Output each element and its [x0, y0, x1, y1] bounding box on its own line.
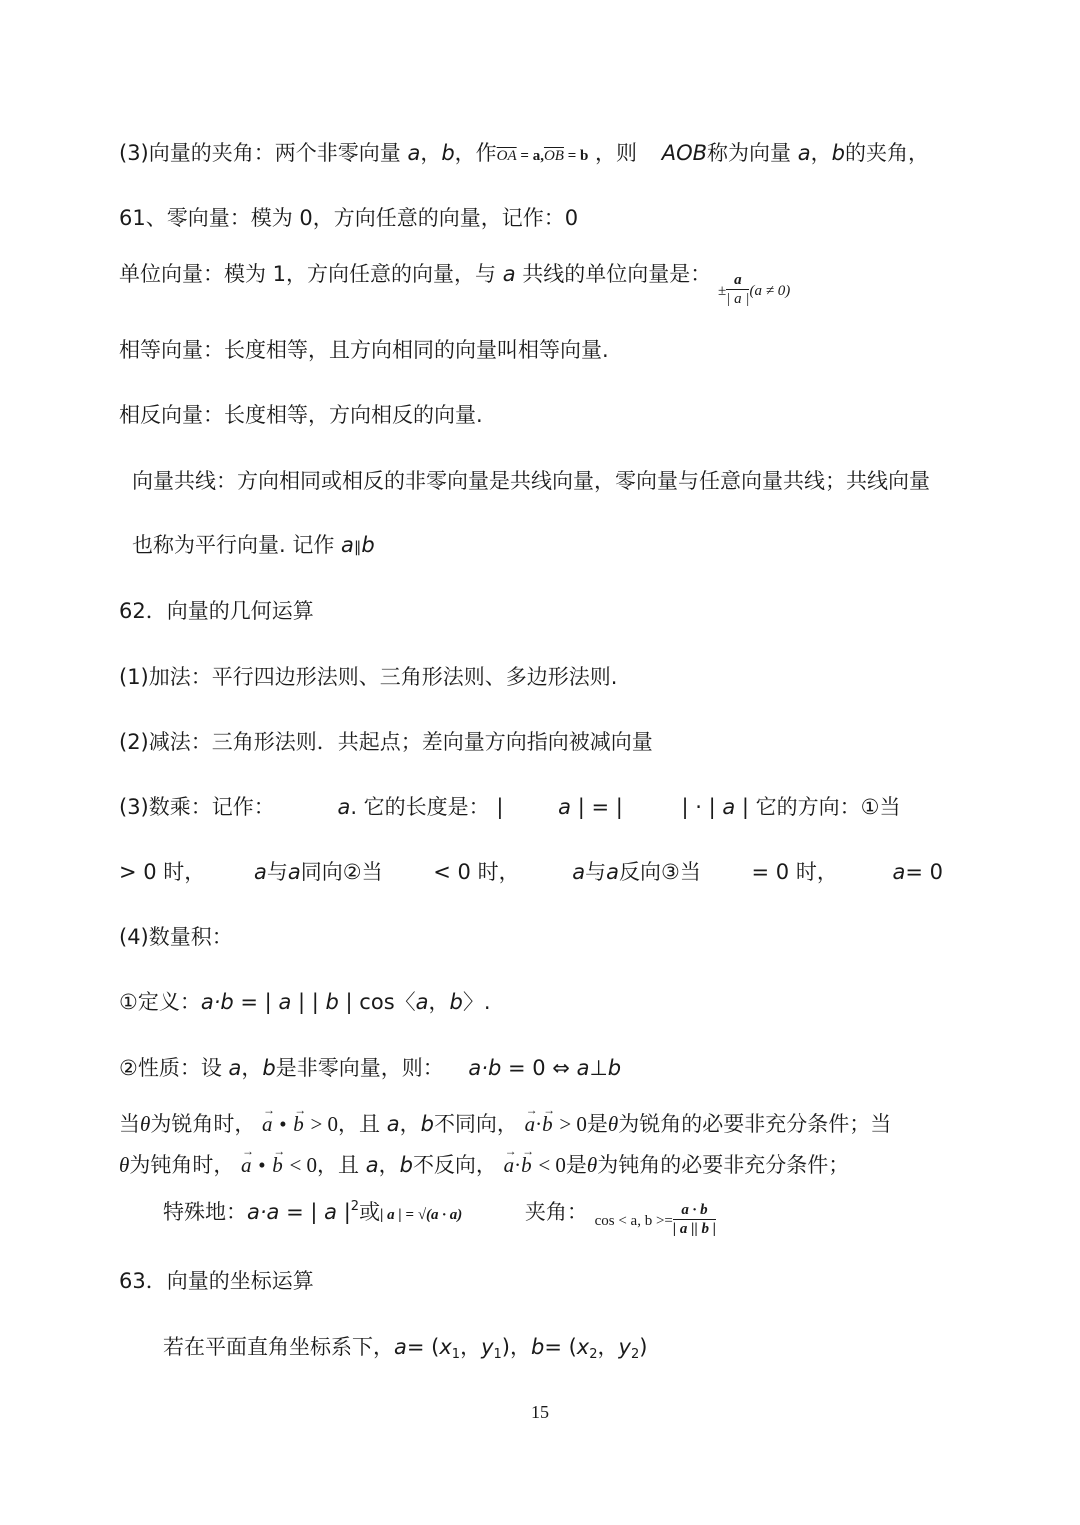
text: 特殊地： — [163, 1200, 247, 1224]
math: > 0 — [559, 1112, 587, 1136]
text: ， — [241, 1056, 263, 1080]
text: = ( — [544, 1335, 577, 1359]
var-a: a — [228, 1056, 242, 1080]
text: ②性质：设 — [119, 1056, 222, 1080]
text: = 0 时， — [751, 860, 838, 884]
text: | 它的方向：①当 — [741, 795, 901, 819]
text: . 它的长度是： — [350, 795, 490, 819]
theta: θ — [140, 1112, 151, 1136]
parallel-symbol: ∥ — [353, 538, 362, 556]
vector-oa: $\overline{OA}$ — [496, 148, 517, 164]
line-subtraction: (2)减法：三角形法则．共起点；差向量方向指向被减向量 — [119, 730, 653, 754]
var-a: a — [386, 1112, 400, 1136]
text: 不反向， — [412, 1153, 497, 1177]
var-a: a — [254, 860, 267, 884]
line-obtuse-angle — [119, 1150, 849, 1180]
text: 或 — [359, 1200, 381, 1224]
dot-operator: · — [535, 1112, 543, 1136]
modulus-formula: | a | = √(a · a) — [380, 1207, 463, 1223]
text: < 0 时， — [433, 860, 520, 884]
text: 不同向， — [433, 1112, 518, 1136]
math: < 0 — [538, 1153, 566, 1177]
var-a: a — [558, 795, 571, 819]
var-a: a — [287, 860, 301, 884]
numerator: a — [734, 272, 742, 288]
line-scalar-mult — [119, 792, 901, 822]
text: 单位向量：模为 1，方向任意的向量，与 — [119, 262, 497, 286]
vector-a: → a — [504, 1150, 515, 1180]
line-acute-angle — [119, 1109, 891, 1139]
page-number: 15 — [531, 1402, 549, 1422]
angle-aob: AOB — [661, 141, 708, 165]
line-coordinates — [163, 1332, 647, 1370]
line-property — [119, 1053, 621, 1083]
text: > 0，且 — [310, 1112, 381, 1136]
subscript: 1 — [451, 1347, 461, 1362]
text: ， — [378, 1153, 400, 1177]
var-a: a — [892, 860, 906, 884]
vector-b: → b — [542, 1109, 553, 1139]
var-a: a — [415, 990, 429, 1014]
section-heading-62: 62．向量的几何运算 — [119, 599, 314, 623]
var-a: a — [797, 141, 811, 165]
var-y: y — [481, 1335, 494, 1359]
text: ， — [460, 1335, 482, 1359]
line-parallel — [132, 530, 375, 562]
text: | · | — [681, 795, 716, 819]
var-a: a — [337, 795, 351, 819]
text: ， — [428, 990, 450, 1014]
text: > 0 时， — [119, 860, 206, 884]
math: = b — [563, 148, 589, 164]
text: | cos〈 — [345, 990, 416, 1014]
var-y: y — [618, 1335, 631, 1359]
var-b: b — [607, 1056, 622, 1080]
vector-ob: $\overline{OB}$ — [543, 148, 564, 164]
math: = a, — [516, 148, 544, 164]
text: | | — [298, 990, 319, 1014]
var-a: a — [572, 860, 586, 884]
var-b: b — [420, 1112, 434, 1136]
subscript: 2 — [630, 1347, 640, 1362]
plus-minus: ± — [717, 283, 727, 299]
line-vector-angle — [119, 138, 929, 171]
var-a: a — [365, 1153, 379, 1177]
dot-ab: a·b — [200, 990, 234, 1014]
var-b: b — [530, 1335, 545, 1359]
text: | — [496, 795, 504, 819]
text: ) — [639, 1335, 648, 1359]
var-b: b — [831, 141, 845, 165]
text: 是 — [586, 1112, 608, 1136]
line-direction-cases — [119, 857, 943, 887]
text: 也称为平行向量. 记作 — [132, 533, 335, 557]
text: ，作 — [454, 141, 497, 165]
text: 为钝角时， — [129, 1153, 235, 1177]
theta: θ — [119, 1153, 130, 1177]
denominator: | a || b | — [672, 1221, 717, 1237]
var-a: a — [394, 1335, 407, 1359]
line-zero-vector: 61、零向量：模为 0，方向任意的向量，记作：0 — [119, 206, 579, 230]
cos-formula: cos < a, b >= — [594, 1213, 673, 1229]
section-heading-63: 63．向量的坐标运算 — [119, 1269, 314, 1293]
vector-a: → a — [525, 1109, 536, 1139]
vector-b: → b — [521, 1150, 532, 1180]
var-x: x — [439, 1335, 452, 1359]
vector-b: → b — [293, 1109, 304, 1139]
var-b: b — [361, 533, 375, 557]
dot-ab: a·b — [468, 1056, 502, 1080]
subscript: 1 — [493, 1347, 502, 1362]
line-dot-product: (4)数量积： — [119, 925, 233, 949]
vector-a: → a — [241, 1150, 252, 1180]
text: (3)向量的夹角：两个非零向量 — [119, 141, 401, 165]
var-a: a — [576, 1056, 590, 1080]
text: )， — [501, 1335, 531, 1359]
text: 共线的单位向量是： — [522, 262, 712, 286]
text: | = | — [577, 795, 623, 819]
dot-operator: • — [279, 1112, 287, 1136]
line-equal-vector: 相等向量：长度相等，且方向相同的向量叫相等向量. — [119, 338, 609, 362]
vector-b: → b — [272, 1150, 283, 1180]
line-unit-vector — [119, 259, 790, 308]
text: 同向②当 — [300, 860, 383, 884]
perp-symbol: ⊥ — [589, 1056, 608, 1080]
text: ，则 — [595, 141, 638, 165]
text: 反向③当 — [619, 860, 701, 884]
vector-a: → a — [262, 1109, 273, 1139]
text: 是非零向量，则： — [275, 1056, 444, 1080]
text: 当 — [119, 1112, 140, 1136]
var-b: b — [399, 1153, 413, 1177]
condition: (a ≠ 0) — [749, 283, 791, 299]
text: ， — [420, 141, 442, 165]
unit-fraction — [726, 271, 749, 308]
line-addition: (1)加法：平行四边形法则、三角形法则、多边形法则. — [119, 665, 618, 689]
var-a: a — [278, 990, 292, 1014]
var-a: a — [502, 262, 516, 286]
dot-operator: · — [514, 1153, 522, 1177]
text: = | — [240, 990, 272, 1014]
angle-fraction — [673, 1201, 716, 1238]
text: = ( — [406, 1335, 440, 1359]
var-b: b — [449, 990, 463, 1014]
theta: θ — [607, 1112, 619, 1136]
text: ， — [597, 1335, 619, 1359]
line-opposite-vector: 相反向量：长度相等，方向相反的向量. — [119, 403, 483, 427]
text: = 0 ⇔ — [507, 1056, 570, 1080]
theta: θ — [586, 1153, 598, 1177]
text: 〉. — [462, 990, 491, 1014]
var-a: a — [341, 533, 354, 557]
line-definition — [119, 987, 491, 1017]
var-a: a — [606, 860, 620, 884]
var-a: a — [722, 795, 736, 819]
line-collinear: 向量共线：方向相同或相反的非零向量是共线向量，零向量与任意向量共线；共线向量 — [132, 469, 930, 493]
text: | — [343, 1200, 351, 1224]
var-b: b — [262, 1056, 276, 1080]
var-x: x — [576, 1335, 590, 1359]
var-b: b — [441, 141, 455, 165]
text: 称为向量 — [707, 141, 792, 165]
text: 为锐角时， — [150, 1112, 256, 1136]
var-a: a — [407, 141, 421, 165]
numerator: a · b — [681, 1202, 708, 1218]
text: ， — [810, 141, 832, 165]
denominator: | a | — [726, 291, 750, 307]
text: = 0 — [905, 860, 944, 884]
exponent: 2 — [350, 1199, 360, 1214]
text: 若在平面直角坐标系下， — [163, 1335, 394, 1359]
text: 夹角： — [524, 1200, 588, 1224]
text: 是 — [565, 1153, 587, 1177]
text: 与 — [585, 860, 607, 884]
text: 与 — [266, 860, 288, 884]
var-a: a — [324, 1200, 338, 1224]
text: ①定义： — [119, 990, 201, 1014]
text: ， — [399, 1112, 421, 1136]
text: (3)数乘：记作： — [119, 795, 275, 819]
var-b: b — [325, 990, 339, 1014]
line-special — [163, 1192, 716, 1238]
text: 的夹角， — [844, 141, 929, 165]
text: 为钝角的必要非充分条件； — [597, 1153, 850, 1177]
dot-operator: • — [258, 1153, 266, 1177]
dot-aa: a·a — [247, 1200, 280, 1224]
text: = | — [286, 1200, 318, 1224]
subscript: 2 — [589, 1347, 598, 1362]
text: 为锐角的必要非充分条件；当 — [618, 1112, 892, 1136]
text: < 0，且 — [289, 1153, 360, 1177]
